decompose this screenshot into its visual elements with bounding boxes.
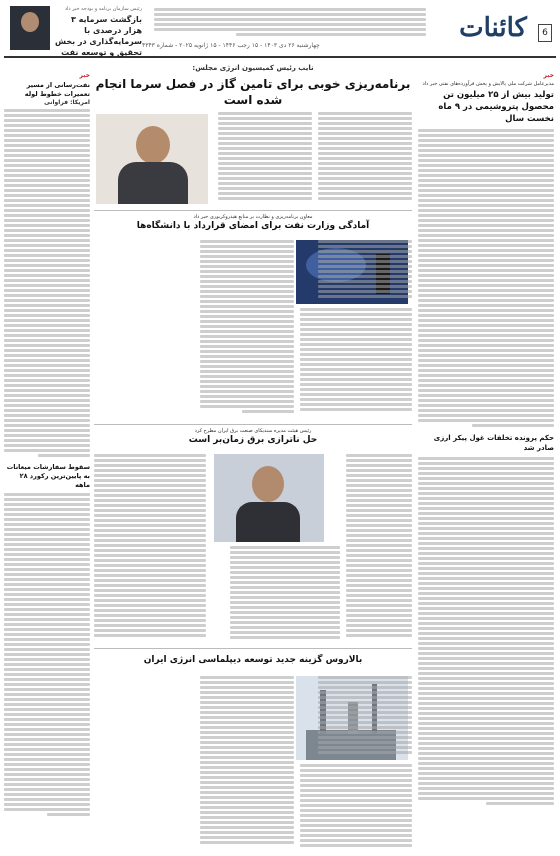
masthead	[4, 4, 556, 58]
lead-photo	[10, 6, 50, 50]
story4-header	[94, 654, 412, 670]
story3-kicker: رئیس هیئت مدیره سندیکای صنعت برق ایران مطرح کرد	[194, 428, 312, 434]
lead-headline: بازگشت سرمایه ۳ هزار درصدی با سرمایه‌گذاری در بخش تحقیق و توسعه نفت	[55, 15, 142, 57]
story3-headline: حل ناترازی برق زمان‌بر است	[188, 435, 318, 445]
left-tag: خبر	[79, 72, 90, 79]
left-subhead: امریکا: فراوانی	[44, 99, 90, 106]
right-kicker: مدیرعامل شرکت ملی پالایش و پخش فرآورده‌های نفتی خبر داد	[422, 81, 554, 87]
story3-header	[94, 428, 412, 450]
page-number: 6	[538, 24, 552, 42]
header-text-block	[154, 8, 426, 38]
story2-header	[94, 214, 412, 232]
story4-headline: بالاروس گزینه جدید توسعه دیپلماسی انرژی ایران	[143, 655, 363, 665]
left-headline: نفت‌رسانی از مسیر تعمیرات خطوط لوله	[24, 81, 90, 98]
story2-headline: آمادگی وزارت نفت برای امضای قرارداد با دانشگاه‌ها	[136, 221, 370, 231]
right-second-headline: حکم پرونده تخلفات غول پیکر ارزی صادر شد	[433, 434, 554, 452]
interview-photo	[96, 114, 208, 204]
story2-kicker: معاون برنامه‌ریزی و نظارت بر منابع هیدروکربوری خبر داد	[193, 214, 313, 220]
lead-kicker: رئیس سازمان برنامه و بودجه خبر داد	[64, 6, 142, 12]
left-column	[4, 62, 90, 818]
right-tag: خبر	[543, 72, 554, 79]
story2-body	[94, 240, 412, 420]
left-second-headline: سقوط سفارشات میعانات به پایین‌ترین رکورد ۲۸ ماهه	[6, 463, 90, 489]
right-column	[418, 62, 554, 807]
center-headline: برنامه‌ریزی خوبی برای تامین گاز در فصل سرما انجام شده است	[95, 77, 411, 107]
dateline: چهارشنبه ۲۶ دی ۱۴۰۳ - ۱۵ رجب ۱۴۴۶ - ۱۵ ژانویه ۲۰۲۵ - شماره ۴۳۴۳	[142, 42, 320, 49]
center-kicker: نایب رئیس کمیسیون انرژی مجلس:	[192, 64, 314, 72]
newspaper-logo: کائنات	[459, 13, 527, 43]
story4-body	[94, 676, 412, 852]
center-top-story-header	[94, 64, 412, 116]
right-headline: تولید بیش از ۲۵ میلیون تن محصول پتروشیمی در ۹ ماه نخست سال	[438, 90, 554, 124]
story3-body	[94, 454, 412, 644]
